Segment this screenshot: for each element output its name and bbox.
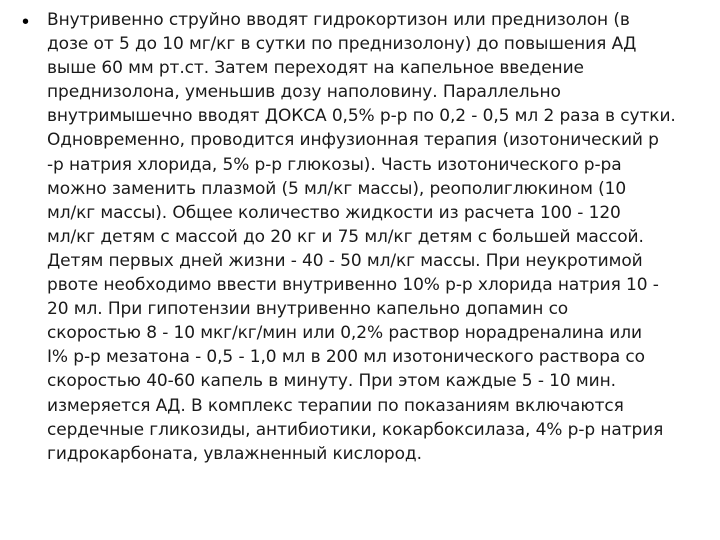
bullet-paragraph — [47, 8, 702, 466]
paragraph-line: гидрокарбоната, увлажненный кислород. — [47, 443, 422, 464]
paragraph-line: можно заменить плазмой (5 мл/кг массы), реополиглюкином (10 — [47, 178, 627, 199]
paragraph-line: Внутривенно струйно вводят гидрокортизон или преднизолон (в — [47, 10, 630, 30]
paragraph-line: внутримышечно вводят ДОКСА 0,5% р-р по 0,2 - 0,5 мл 2 раза в сутки. — [47, 106, 676, 127]
paragraph-line: рвоте необходимо ввести внутривенно 10% р-р хлорида натрия 10 - — [47, 275, 659, 296]
paragraph-line: дозе от 5 до 10 мг/кг в сутки по преднизолону) до повышения АД — [47, 34, 637, 55]
paragraph-line: мл/кг массы). Общее количество жидкости из расчета 100 - 120 — [47, 202, 621, 223]
paragraph-line: сердечные гликозиды, антибиотики, кокарбоксилаза, 4% р-р натрия — [47, 419, 664, 440]
paragraph-line: Одновременно, проводится инфузионная терапия (изотонический р — [47, 130, 659, 151]
bullet-marker: • — [22, 11, 30, 33]
paragraph-line: 20 мл. При гипотензии внутривенно капельно допамин со — [47, 299, 569, 320]
paragraph-line: мл/кг детям с массой до 20 кг и 75 мл/кг детям с большей массой. — [47, 226, 644, 247]
paragraph-line: скоростью 40-60 капель в минуту. При этом каждые 5 - 10 мин. — [47, 371, 616, 392]
paragraph-line: преднизолона, уменьшив дозу наполовину. Параллельно — [47, 82, 561, 103]
paragraph-line: выше 60 мм рт.ст. Затем переходят на капельное введение — [47, 58, 584, 79]
paragraph-line: скоростью 8 - 10 мкг/кг/мин или 0,2% раствор норадреналина или — [47, 323, 642, 344]
paragraph-line: I% р-р мезатона - 0,5 - 1,0 мл в 200 мл изотонического раствора со — [47, 347, 645, 368]
paragraph-line: -р натрия хлорида, 5% р-р глюкозы). Часть изотонического р-ра — [47, 154, 622, 175]
paragraph-line: Детям первых дней жизни - 40 - 50 мл/кг массы. При неукротимой — [47, 250, 643, 271]
paragraph-line: измеряется АД. В комплекс терапии по показаниям включаются — [47, 395, 624, 416]
